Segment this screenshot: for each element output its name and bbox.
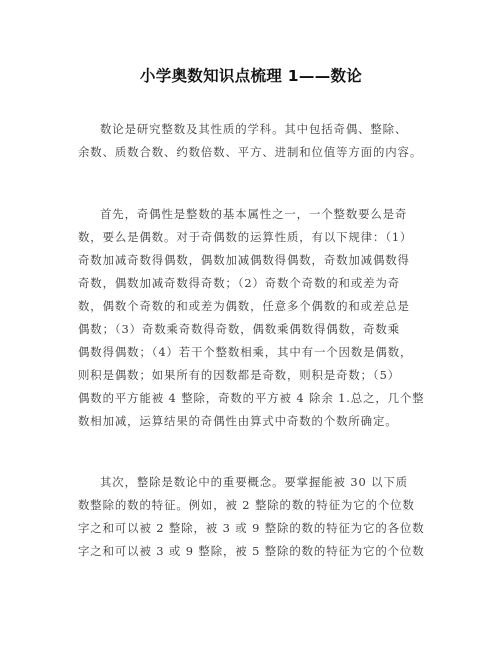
paragraph-line: 数，偶数个奇数的和或差为偶数，任意多个偶数的和或差总是	[78, 299, 410, 313]
paragraph-line: 数相加减，运算结果的奇偶性由算式中奇数的个数所确定。	[78, 414, 398, 428]
paragraph-line: 奇数，偶数加减奇数得奇数；（2）奇数个奇数的和或差为奇	[78, 276, 401, 290]
paragraph-line: 字之和可以被 3 或 9 整除，被 5 整除的数的特征为它的个位数	[78, 544, 425, 558]
paragraph-line: 数，要么是偶数。对于奇偶数的运算性质，有以下规律：（1）	[78, 230, 413, 244]
paragraph-line: 首先，奇偶性是整数的基本属性之一，一个整数要么是奇	[100, 207, 408, 221]
paragraph-line: 字之和可以被 2 整除，被 3 或 9 整除的数的特征为它的各位数	[78, 521, 425, 535]
paragraph-line: 偶数；（3）奇数乘奇数得奇数，偶数乘偶数得偶数，奇数乘	[78, 322, 401, 336]
paragraph-line: 数整除的数的特征。例如，被 2 整除的数的特征为它的个位数	[78, 498, 415, 512]
paragraph-line: 奇数加减奇数得偶数，偶数加减偶数得偶数，奇数加减偶数得	[78, 253, 410, 267]
document-title: 小学奥数知识点梳理 1——数论	[139, 67, 363, 85]
paragraph-line: 偶数得偶数；（4）若干个整数相乘，其中有一个因数是偶数，	[78, 345, 413, 359]
paragraph-line: 其次，整除是数论中的重要概念。要掌握能被 30 以下质	[100, 475, 409, 489]
paragraph-line: 则积是偶数；如果所有的因数都是奇数，则积是奇数；（5）	[78, 368, 401, 382]
paragraph-line: 数论是研究整数及其性质的学科。其中包括奇偶、整除、	[100, 122, 408, 136]
paragraph-line: 偶数的平方能被 4 整除，奇数的平方被 4 除余 1.总之，几个整	[78, 391, 425, 405]
paragraph-line: 余数、质数合数、约数倍数、平方、进制和位值等方面的内容。	[78, 145, 423, 159]
